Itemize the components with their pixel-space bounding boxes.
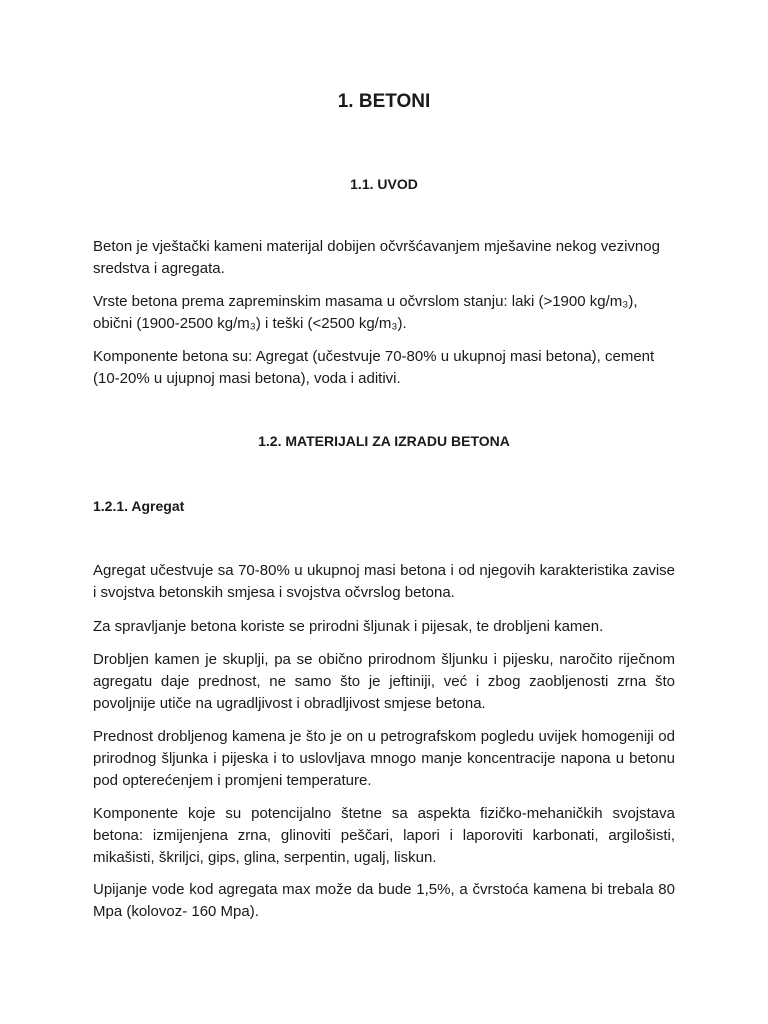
section-heading-materijali: 1.2. MATERIJALI ZA IZRADU BETONA <box>258 433 510 449</box>
paragraph-beton-definition: Beton je vještački kameni materijal dobijen očvršćavanjem mješavine nekog vezivnog sredstva i agregata. <box>93 238 660 277</box>
paragraph-vrste-betona: Vrste betona prema zapreminskim masama u očvrslom stanju: laki (>1900 kg/m₃), obični (1900-2500 kg/m₃) i teški (<2500 kg/m₃). <box>93 293 638 332</box>
subsection-heading-agregat: 1.2.1. Agregat <box>93 498 185 514</box>
paragraph-drobljen-kamen: Drobljen kamen je skuplji, pa se obično prirodnom šljunku i pijesku, naročito riječnom agregatu daje prednost, ne samo što je jeftiniji, već i zbog zaobljenosti zrna što povoljnije utiče na ugradljivost i obradljivost smjese betona. <box>93 651 675 712</box>
paragraph-upijanje-vode: Upijanje vode kod agregata max može da bude 1,5%, a čvrstoća kamena bi trebala 80 Mpa (kolovoz- 160 Mpa). <box>93 881 675 920</box>
chapter-title: 1. BETONI <box>337 91 431 112</box>
paragraph-komponente-betona: Komponente betona su: Agregat (učestvuje 70-80% u ukupnoj masi betona), cement (10-20% u ujupnoj masi betona), voda i aditivi. <box>93 348 655 387</box>
paragraph-spravljanje: Za spravljanje betona koriste se prirodni šljunak i pijesak, te drobljeni kamen. <box>93 618 604 635</box>
paragraph-prednost-drobljenog: Prednost drobljenog kamena je što je on u petrografskom pogledu uvijek homogeniji od prirodnog šljunka i pijeska i to uslovljava mnogo manje koncentracije napona u betonu pod opterećenjem i promjeni temperature. <box>93 728 675 789</box>
paragraph-agregat-udio: Agregat učestvuje sa 70-80% u ukupnoj masi betona i od njegovih karakteristika zavise i svojstva betonskih smjesa i svojstva očvrslog betona. <box>93 562 675 601</box>
paragraph-stetne-komponente: Komponente koje su potencijalno štetne sa aspekta fizičko-mehaničkih svojstava betona: izmijenjena zrna, glinoviti peščari, lapori i laporoviti karbonati, argilošisti, mikašisti, škriljci, gips, glina, serpentin, ugalj, liskun. <box>93 805 675 866</box>
section-heading-uvod: 1.1. UVOD <box>350 176 418 192</box>
